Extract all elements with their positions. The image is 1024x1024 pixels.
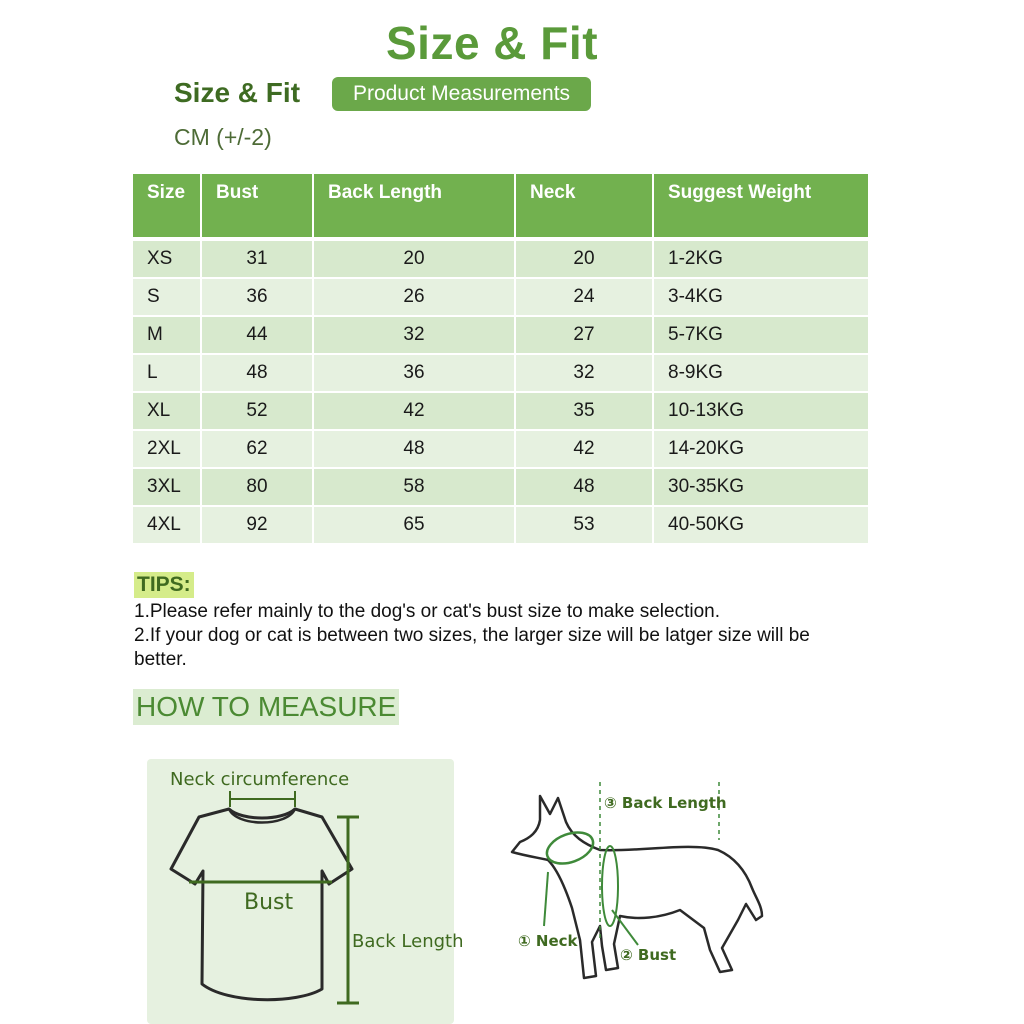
table-row xyxy=(133,431,868,469)
cell-weight: 3-4KG xyxy=(654,279,868,317)
table-row xyxy=(133,279,868,317)
column-header-back-length: Back Length xyxy=(314,174,516,241)
cell-weight: 14-20KG xyxy=(654,431,868,469)
cell-neck: 24 xyxy=(516,279,654,317)
cell-back-length: 32 xyxy=(314,317,516,355)
tip-1: 1.Please refer mainly to the dog's or cat's bust size to make selection. xyxy=(134,601,720,622)
cell-weight: 5-7KG xyxy=(654,317,868,355)
cell-neck: 32 xyxy=(516,355,654,393)
cell-back-length: 48 xyxy=(314,431,516,469)
cell-size: M xyxy=(133,317,202,355)
cell-weight: 8-9KG xyxy=(654,355,868,393)
cell-back-length: 20 xyxy=(314,241,516,279)
cell-neck: 48 xyxy=(516,469,654,507)
column-header-neck: Neck xyxy=(516,174,654,241)
cell-bust: 62 xyxy=(202,431,314,469)
cell-back-length: 42 xyxy=(314,393,516,431)
cell-bust: 36 xyxy=(202,279,314,317)
table-row xyxy=(133,317,868,355)
table-row xyxy=(133,469,868,507)
cell-size: S xyxy=(133,279,202,317)
cell-bust: 48 xyxy=(202,355,314,393)
tip-2: 2.If your dog or cat is between two sizes, the larger size will be latger size will be better. xyxy=(134,625,810,670)
cell-weight: 40-50KG xyxy=(654,507,868,545)
cell-neck: 42 xyxy=(516,431,654,469)
tips-text xyxy=(134,600,854,672)
cell-weight: 1-2KG xyxy=(654,241,868,279)
cell-back-length: 65 xyxy=(314,507,516,545)
table-header-row xyxy=(133,174,868,241)
page-title: Size & Fit xyxy=(385,17,599,69)
cell-weight: 30-35KG xyxy=(654,469,868,507)
cell-back-length: 58 xyxy=(314,469,516,507)
cell-neck: 35 xyxy=(516,393,654,431)
cell-bust: 31 xyxy=(202,241,314,279)
cell-size: 4XL xyxy=(133,507,202,545)
dog-back-length-label: ③ Back Length xyxy=(604,794,727,812)
how-to-measure-heading: HOW TO MEASURE xyxy=(133,689,399,725)
dog-neck-label: ① Neck xyxy=(518,932,578,950)
back-length-label: Back Length xyxy=(352,931,464,952)
table-row xyxy=(133,393,868,431)
cell-neck: 27 xyxy=(516,317,654,355)
table-row xyxy=(133,241,868,279)
shirt-diagram xyxy=(147,759,467,1024)
dog-diagram xyxy=(500,780,790,1000)
cell-size: XS xyxy=(133,241,202,279)
cell-weight: 10-13KG xyxy=(654,393,868,431)
cell-neck: 53 xyxy=(516,507,654,545)
cell-bust: 80 xyxy=(202,469,314,507)
bust-label: Bust xyxy=(244,890,294,915)
cell-bust: 92 xyxy=(202,507,314,545)
neck-circumference-label: Neck circumference xyxy=(170,769,350,790)
cell-back-length: 26 xyxy=(314,279,516,317)
column-header-size: Size xyxy=(133,174,202,241)
dog-bust-label: ② Bust xyxy=(620,946,677,964)
cell-size: 3XL xyxy=(133,469,202,507)
unit-note: CM (+/-2) xyxy=(174,124,272,150)
cell-size: XL xyxy=(133,393,202,431)
cell-back-length: 36 xyxy=(314,355,516,393)
product-measurements-badge: Product Measurements xyxy=(332,77,591,111)
cell-bust: 52 xyxy=(202,393,314,431)
table-row xyxy=(133,355,868,393)
column-header-suggest-weight: Suggest Weight xyxy=(654,174,868,241)
cell-bust: 44 xyxy=(202,317,314,355)
cell-neck: 20 xyxy=(516,241,654,279)
column-header-bust: Bust xyxy=(202,174,314,241)
neck-pointer xyxy=(544,872,548,926)
table-row xyxy=(133,507,868,545)
size-table xyxy=(133,174,868,545)
section-title: Size & Fit xyxy=(174,77,301,108)
cell-size: 2XL xyxy=(133,431,202,469)
cell-size: L xyxy=(133,355,202,393)
tips-label: TIPS: xyxy=(134,572,194,598)
